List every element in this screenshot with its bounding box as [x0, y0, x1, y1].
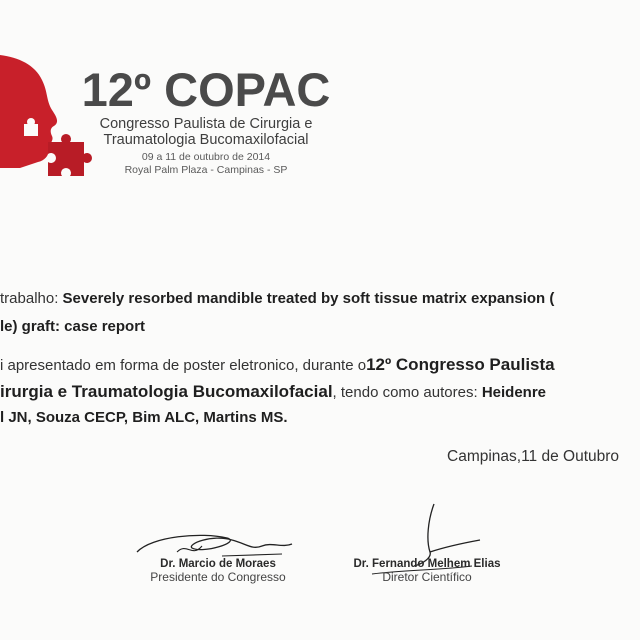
work-title-part2: le) graft: case report: [0, 318, 146, 335]
authors-part1: Heidenre: [481, 384, 547, 401]
event-name-part2: irurgia e Traumatologia Bucomaxilofacial: [0, 382, 333, 401]
authors-part2: l JN, Souza CECP, Bim ALC, Martins MS.: [0, 409, 288, 426]
presentation-text: i apresentado em forma de poster eletronico, durante o: [0, 357, 367, 374]
logo-dates: 09 a 11 de outubro de 2014: [141, 151, 271, 163]
work-title-line1: [0, 290, 554, 307]
logo-subtitle-line1: Congresso Paulista de Cirurgia e: [99, 116, 313, 132]
place-and-date: Campinas,11 de Outubro: [447, 448, 620, 465]
congress-logo-text: [76, 64, 336, 177]
work-title-part1: Severely resorbed mandible treated by soft tissue matrix expansion (: [62, 290, 555, 307]
work-label: trabalho:: [0, 290, 63, 307]
presentation-line1: [0, 355, 555, 375]
signature-block-president: [138, 558, 298, 584]
director-name: Dr. Fernando Melhem Elias: [353, 558, 501, 570]
president-role: Presidente do Congresso: [150, 570, 286, 584]
logo-subtitle-line2: Traumatologia Bucomaxilofacial: [103, 132, 309, 148]
authors-label: , tendo como autores:: [332, 384, 482, 401]
signature-block-director: [342, 558, 512, 584]
authors-line: [0, 409, 288, 426]
director-role: Diretor Científico: [382, 570, 472, 584]
president-name: Dr. Marcio de Moraes: [160, 558, 276, 570]
work-title-line2: [0, 318, 145, 335]
logo-venue: Royal Palm Plaza - Campinas - SP: [124, 164, 288, 176]
logo-title: 12º COPAC: [81, 63, 331, 116]
event-name-part1: 12º Congresso Paulista: [366, 355, 555, 374]
presentation-line2: [0, 382, 546, 402]
